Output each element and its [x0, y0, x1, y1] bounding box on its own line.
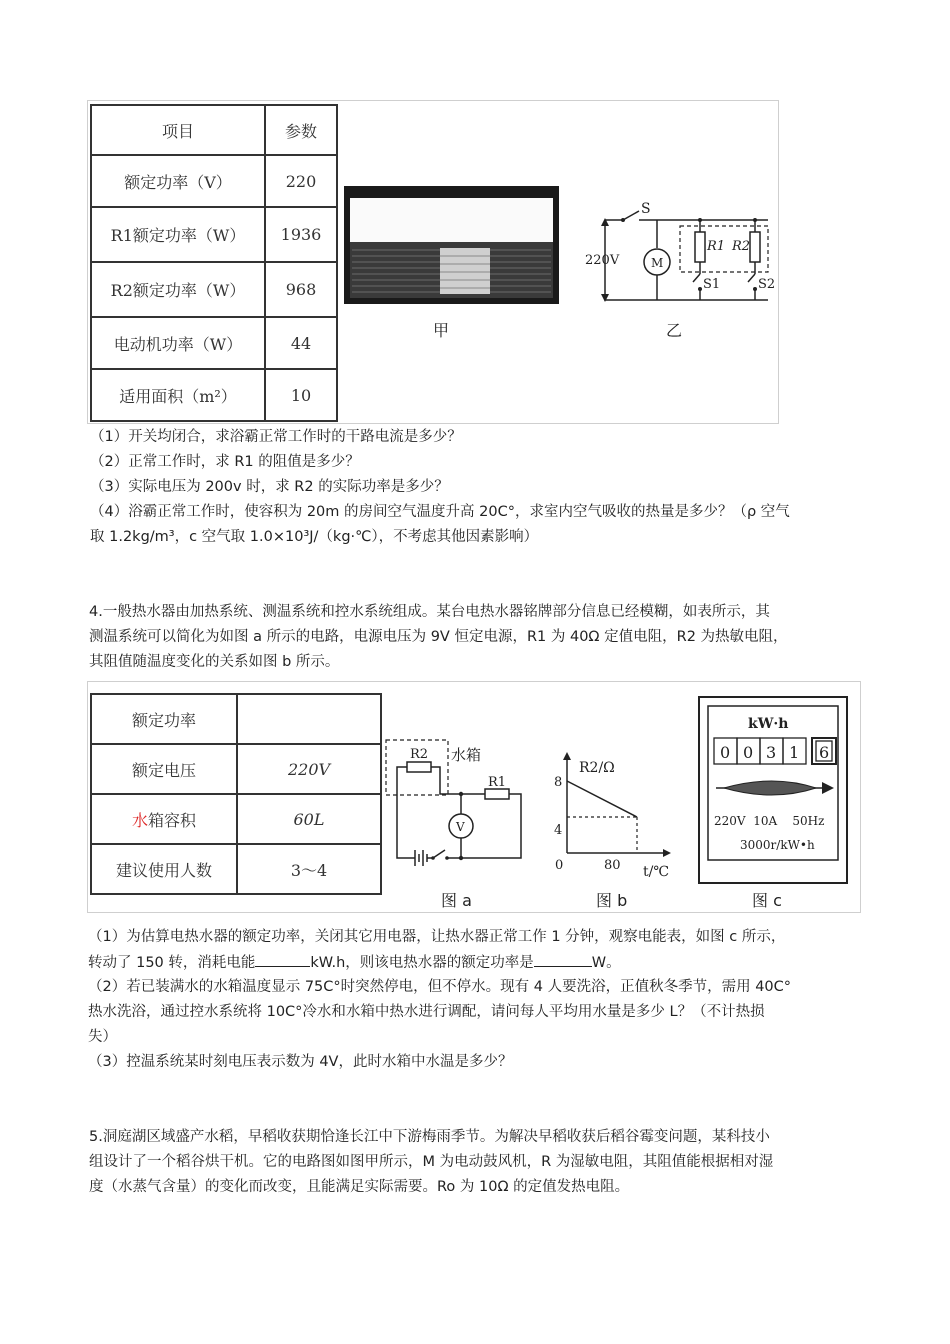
table-cell: 44: [265, 317, 337, 369]
motor-label: M: [651, 256, 664, 270]
figure-c-caption: 图 c: [752, 891, 782, 910]
q3-line-2: （2）正常工作时，求 R1 的阻值是多少？: [90, 454, 360, 470]
table-cell: 额定功率: [91, 694, 237, 744]
q4-intro-2: 测温系统可以简化为如图 a 所示的电路，电源电压为 9V 恒定电源，R1 为 40Ω 定值电阻，R2 为热敏电阻，: [89, 629, 788, 645]
table-cell: 220V: [237, 744, 381, 794]
q4-q1-text-a: 转动了 150 转，消耗电能: [88, 955, 256, 971]
table-cell: 额定功率（V）: [91, 155, 265, 207]
bath-heater-image: [344, 186, 559, 304]
table-cell: 3～4: [237, 844, 381, 894]
q3-line-1: （1）开关均闭合，求浴霸正常工作时的干路电流是多少？: [90, 429, 462, 445]
x-tick-0: 0: [555, 858, 564, 873]
figure-a-circuit: [385, 730, 530, 870]
figure-c-energy-meter: [698, 696, 848, 884]
table-cell: R1额定功率（W）: [91, 207, 265, 262]
q3-line-3: （3）实际电压为 200v 时，求 R2 的实际功率是多少？: [90, 479, 449, 495]
table-cell: 60L: [237, 794, 381, 844]
q5-line-1: 5.洞庭湖区域盛产水稻，早稻收获期恰逢长江中下游梅雨季节。为解决早稻收获后稻谷霉变问题，某科技小: [89, 1129, 770, 1145]
fig-a-r2-label: R2: [410, 747, 429, 762]
r2-temperature-line: [567, 781, 637, 817]
table-cell: R2额定功率（W）: [91, 262, 265, 317]
bath-heater-circuit: [585, 196, 775, 306]
switch-s-label: S: [641, 201, 651, 217]
s1-label: S1: [703, 277, 721, 292]
table-cell: 电动机功率（W）: [91, 317, 265, 369]
meter-disk-arrow: [716, 781, 834, 795]
table-cell: [237, 694, 381, 744]
s2-label: S2: [758, 277, 775, 292]
figure-label-yi: 乙: [666, 321, 683, 340]
x-tick-80: 80: [604, 858, 621, 873]
q4-q1-line-2: [88, 952, 621, 973]
table-header: 项目: [91, 105, 265, 155]
red-char: 水: [131, 810, 148, 830]
y-tick-4: 4: [554, 823, 563, 838]
meter-digit: 0: [743, 743, 754, 762]
answer-blank-power[interactable]: [534, 952, 592, 967]
fig-a-voltmeter-label: V: [456, 820, 465, 834]
r2-label: R2: [732, 239, 751, 254]
meter-digit: 0: [720, 743, 731, 762]
meter-unit: kW·h: [748, 716, 789, 732]
q5-line-2: 组设计了一个稻谷烘干机。它的电路图如图甲所示，M 为电动鼓风机，R 为湿敏电阻，其阻值能根据相对湿: [89, 1154, 774, 1170]
table-cell: 10: [265, 369, 337, 421]
table-cell: 968: [265, 262, 337, 317]
meter-spec-2: 3000r/kW•h: [740, 838, 815, 852]
table-header: 参数: [265, 105, 337, 155]
figure-label-jia: 甲: [433, 321, 450, 340]
q4-q2-line-3: 失）: [88, 1029, 117, 1045]
r1-label: R1: [707, 239, 726, 254]
table-cell: 额定电压: [91, 744, 237, 794]
table-cell: 1936: [265, 207, 337, 262]
q4-q2-line-2: 热水洗浴，通过控水系统将 10C°冷水和水箱中热水进行调配，请问每人平均用水量是多少 L？（不计热损: [88, 1004, 765, 1020]
q3-line-4: （4）浴霸正常工作时，使容积为 20m 的房间空气温度升高 20C°，求室内空气吸收的热量是多少？（ρ 空气: [90, 504, 790, 520]
figure-b-graph: [545, 748, 680, 888]
figure-a-caption: 图 a: [441, 891, 472, 910]
meter-digit: 3: [766, 743, 777, 762]
meter-digit: 6: [819, 743, 830, 762]
q5-line-3: 度（水蒸气含量）的变化而改变，且能满足实际需要。Ro 为 10Ω 的定值发热电阻。: [89, 1179, 630, 1195]
q4-intro-1: 4.一般热水器由加热系统、测温系统和控水系统组成。某台电热水器铭牌部分信息已经模糊，如表所示，其: [89, 604, 770, 620]
meter-digit: 1: [789, 743, 800, 762]
q4-q2-line-1: （2）若已装满水的水箱温度显示 75C°时突然停电，但不停水。现有 4 人要洗浴，正值秋冬季节，需用 40C°: [88, 979, 792, 995]
fig-a-tank-label: 水箱: [451, 746, 482, 764]
table-cell: [91, 794, 237, 844]
fig-a-r1-label: R1: [488, 775, 507, 790]
q4-q3-line: （3）控温系统某时刻电压表示数为 4V，此时水箱中水温是多少？: [88, 1054, 513, 1070]
q4-q1-line-1: （1）为估算电热水器的额定功率，关闭其它用电器，让热水器正常工作 1 分钟，观察电能表，如图 c 所示，: [88, 929, 786, 945]
y-tick-8: 8: [554, 775, 563, 790]
table-cell-rest: 箱容积: [148, 810, 197, 830]
q3-line-5: 取 1.2kg/m³，c 空气取 1.0×10³J/（kg·℃），不考虑其他因素影响）: [90, 529, 539, 545]
q4-q1-text-c: W。: [591, 955, 621, 971]
table-cell: 建议使用人数: [91, 844, 237, 894]
q4-q1-text-b: kW.h，则该电热水器的额定功率是: [310, 955, 534, 971]
y-axis-label: R2/Ω: [579, 760, 615, 776]
table-cell: 适用面积（m²）: [91, 369, 265, 421]
table-cell: 220: [265, 155, 337, 207]
x-axis-label: t/℃: [643, 864, 670, 880]
voltage-label: 220V: [585, 253, 620, 268]
q4-intro-3: 其阻值随温度变化的关系如图 b 所示。: [89, 654, 340, 670]
spec-table-1: [90, 104, 338, 422]
meter-spec-1: 220V 10A 50Hz: [714, 814, 825, 828]
answer-blank-energy[interactable]: [255, 952, 310, 967]
figure-b-caption: 图 b: [596, 891, 628, 910]
spec-table-2: [90, 693, 382, 895]
